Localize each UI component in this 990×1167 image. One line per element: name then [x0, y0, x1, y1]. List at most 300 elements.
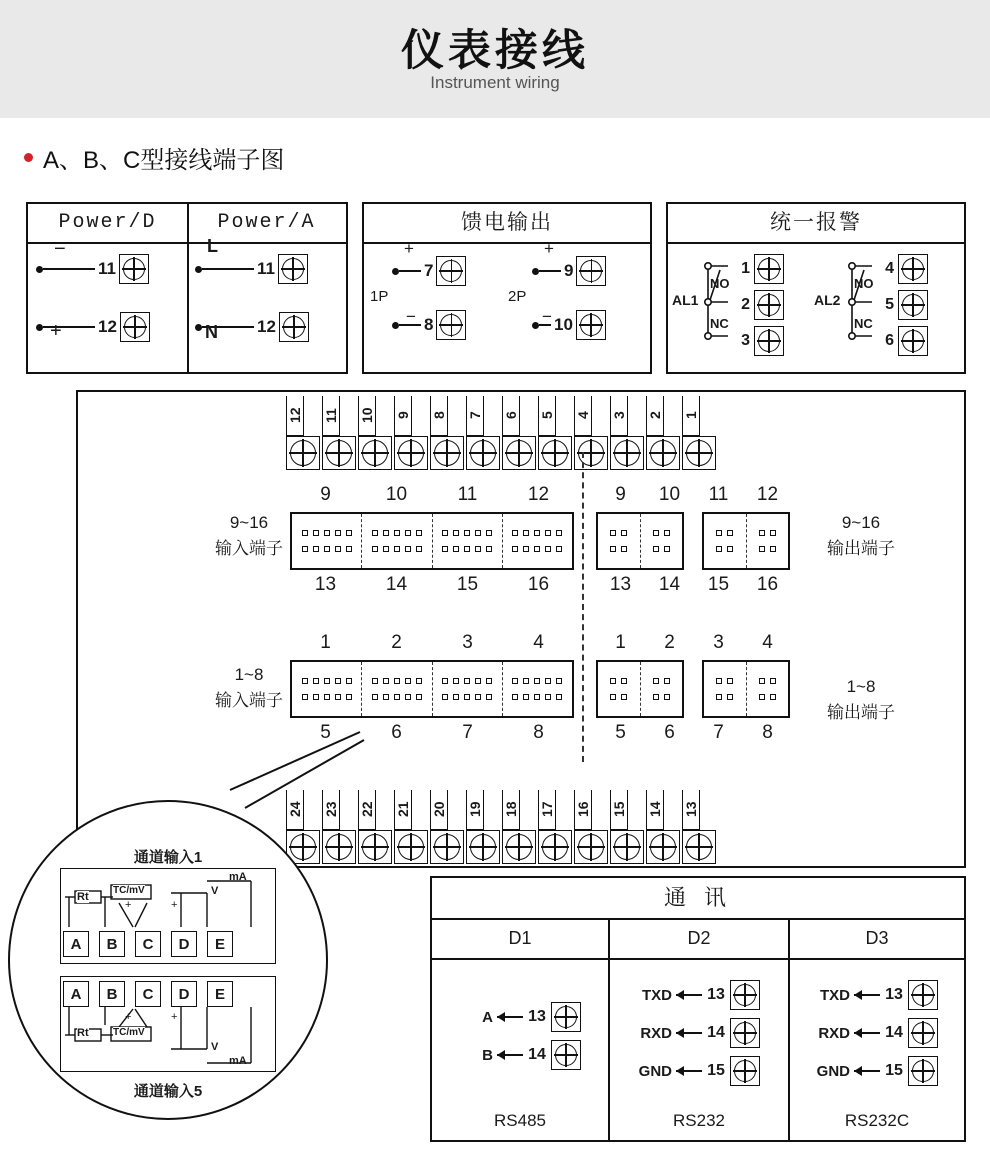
screw-terminal-icon: [551, 1040, 581, 1070]
feed-group-2-row-1: [532, 239, 606, 286]
pin: [716, 694, 722, 700]
strip-terminal-label: 10: [358, 396, 376, 436]
comm-terminal-number: 13: [528, 1008, 546, 1025]
bullet-icon: [24, 153, 33, 162]
pin: [486, 694, 492, 700]
comm-column-body: [790, 960, 964, 1106]
pin: [453, 678, 459, 684]
output-upper-side-label: 9~16 输出端子: [827, 513, 895, 558]
pin: [416, 678, 422, 684]
pin: [610, 694, 616, 700]
arrow-left-icon: [854, 1032, 880, 1034]
feed-group-2-row-2: [532, 307, 606, 340]
alarm-group-2-no-label: NO: [854, 276, 874, 291]
screw-terminal-icon: [358, 436, 392, 470]
screw-terminal-icon: [466, 830, 500, 864]
pin: [464, 694, 470, 700]
letter-e: E: [207, 931, 233, 957]
comm-terminal-number: 15: [707, 1062, 725, 1079]
screw-terminal-icon: [119, 254, 149, 284]
channel-input-1-letters: [63, 931, 233, 957]
pin-row: [442, 530, 492, 536]
pin-group-label: 10: [658, 484, 681, 505]
strip-terminal-label: 22: [358, 790, 376, 830]
pin-group[interactable]: [641, 514, 683, 568]
pin-group-label: 7: [462, 722, 473, 743]
input-upper-bottom-labels: [290, 574, 574, 596]
strip-terminal[interactable]: [574, 396, 608, 470]
pin: [621, 678, 627, 684]
pin-group-label: 13: [314, 574, 337, 595]
comm-signal-label: RXD: [818, 1024, 850, 1042]
letter-a: A: [63, 931, 89, 957]
comm-signal-row[interactable]: [816, 1056, 938, 1086]
arrow-left-icon: [676, 1032, 702, 1034]
input-upper-pin-block: [290, 512, 574, 570]
pin: [335, 546, 341, 552]
comm-column-body: [610, 960, 788, 1106]
rt-label: Rt: [77, 1027, 89, 1039]
pin-group-label: 4: [533, 632, 544, 653]
pin-group[interactable]: [503, 662, 572, 716]
strip-terminal[interactable]: [430, 790, 464, 864]
pin-group-label: 9: [320, 484, 331, 505]
pin: [313, 546, 319, 552]
strip-terminal[interactable]: [394, 396, 428, 470]
screw-terminal-icon: [730, 980, 760, 1010]
pin-row: [759, 694, 776, 700]
pin: [464, 530, 470, 536]
alarm-output-box: [666, 202, 966, 374]
pin: [383, 530, 389, 536]
strip-terminal-label: 14: [646, 790, 664, 830]
comm-column-body: [432, 960, 608, 1106]
plus-label-2: +: [171, 899, 178, 911]
pin-row: [512, 530, 562, 536]
pin: [335, 678, 341, 684]
pin-group[interactable]: [747, 514, 789, 568]
pin: [464, 546, 470, 552]
plus-label-2: +: [171, 1011, 178, 1023]
pin: [770, 530, 776, 536]
pin-group[interactable]: [433, 514, 503, 568]
screw-terminal-icon: [502, 830, 536, 864]
page-header: [0, 0, 990, 118]
pin-group-label: 3: [713, 632, 724, 653]
power-ac-row-1: [195, 236, 308, 284]
pin: [302, 678, 308, 684]
pin: [486, 530, 492, 536]
screw-terminal-icon: [436, 256, 466, 286]
comm-signal-row[interactable]: [638, 1056, 760, 1086]
pin-group-label: 13: [609, 574, 632, 595]
comm-column-header: D1: [432, 918, 608, 960]
pin: [302, 530, 308, 536]
pin-row: [512, 546, 562, 552]
comm-signal-label: A: [482, 1008, 493, 1026]
strip-terminal-label: 15: [610, 790, 628, 830]
comm-column-header: D2: [610, 918, 788, 960]
screw-terminal-icon: [730, 1018, 760, 1048]
screw-terminal-icon: [502, 436, 536, 470]
pin-group[interactable]: [362, 662, 432, 716]
output-lower-bottom-labels: [596, 722, 792, 744]
alarm-group-2-row-2: [880, 290, 928, 320]
pin: [770, 678, 776, 684]
feed-output-title: 馈电输出: [364, 204, 650, 244]
comm-terminal-number: 13: [707, 986, 725, 1003]
pin-row: [716, 694, 733, 700]
screw-terminal-icon: [576, 310, 606, 340]
pin: [759, 678, 765, 684]
pin-group-label: 16: [756, 574, 779, 595]
feed-output-box: [362, 202, 652, 374]
pin-group[interactable]: [641, 662, 683, 716]
pin-group-label: 6: [391, 722, 402, 743]
strip-terminal[interactable]: [646, 396, 680, 470]
output-upper-top-labels: [596, 484, 792, 506]
pin-row: [716, 678, 733, 684]
pin: [512, 530, 518, 536]
screw-terminal-icon: [394, 830, 428, 864]
comm-column-header: D3: [790, 918, 964, 960]
pin: [512, 678, 518, 684]
comm-column-footer: RS232C: [844, 1111, 910, 1130]
screw-terminal-icon: [574, 436, 608, 470]
pin: [313, 678, 319, 684]
section-heading-label: A、B、C型接线端子图: [43, 147, 285, 174]
pin: [770, 546, 776, 552]
letter-e: E: [207, 981, 233, 1007]
comm-signal-label: TXD: [642, 986, 672, 1004]
pin-row: [372, 530, 422, 536]
comm-signal-label: GND: [816, 1062, 850, 1080]
letter-c: C: [135, 981, 161, 1007]
pin: [416, 694, 422, 700]
feed-group-2-row-2-sign: −: [542, 307, 552, 326]
strip-terminal[interactable]: [538, 790, 572, 864]
screw-terminal-icon: [322, 436, 356, 470]
output-upper-pin-block-b: [702, 512, 790, 570]
power-ac-row-1-sign: L: [207, 236, 218, 256]
pin: [759, 546, 765, 552]
rt-label: Rt: [77, 891, 89, 903]
pin-group-label: 2: [664, 632, 675, 653]
input-lower-top-labels: [290, 632, 574, 654]
feed-group-1-row-1-num: 7: [424, 261, 434, 280]
pin-group-label: 15: [707, 574, 730, 595]
screw-terminal-icon: [754, 326, 784, 356]
pin: [383, 546, 389, 552]
comm-signal-label: TXD: [820, 986, 850, 1004]
screw-terminal-icon: [898, 326, 928, 356]
pin: [523, 546, 529, 552]
pin: [442, 530, 448, 536]
screw-terminal-icon: [279, 312, 309, 342]
pin: [534, 694, 540, 700]
strip-terminal-label: 1: [682, 396, 700, 436]
feed-group-1-row-1-sign: +: [404, 239, 414, 258]
strip-terminal-label: 19: [466, 790, 484, 830]
alarm-group-1-row-2: [736, 290, 784, 320]
pin: [405, 694, 411, 700]
pin-group[interactable]: [433, 662, 503, 716]
pin: [523, 530, 529, 536]
ma-label: mA: [229, 1055, 247, 1067]
pin: [556, 546, 562, 552]
pin: [534, 678, 540, 684]
letter-d: D: [171, 931, 197, 957]
comm-signal-label: GND: [638, 1062, 672, 1080]
pin: [621, 530, 627, 536]
screw-terminal-icon: [538, 830, 572, 864]
pin: [475, 694, 481, 700]
power-dc-row-1: [36, 238, 149, 284]
alarm-group-2-row-3-num: 6: [885, 332, 894, 349]
strip-terminal[interactable]: [610, 396, 644, 470]
screw-terminal-icon: [682, 830, 716, 864]
comm-column-d1: [432, 918, 608, 1140]
power-dc-row-1-num: 11: [98, 259, 116, 278]
pin: [727, 530, 733, 536]
pin-group-label: 8: [762, 722, 773, 743]
letter-b: B: [99, 931, 125, 957]
strip-terminal-label: 9: [394, 396, 412, 436]
pin-row: [512, 678, 562, 684]
strip-terminal[interactable]: [610, 790, 644, 864]
feed-group-1-row-2: [392, 307, 466, 340]
strip-terminal[interactable]: [322, 396, 356, 470]
strip-terminal[interactable]: [538, 396, 572, 470]
letter-c: C: [135, 931, 161, 957]
pin-group-label: 15: [456, 574, 479, 595]
alarm-group-1-row-1-num: 1: [741, 260, 750, 277]
pin-group[interactable]: [747, 662, 789, 716]
strip-terminal[interactable]: [682, 396, 716, 470]
v-label: V: [211, 885, 219, 897]
pin: [610, 530, 616, 536]
power-ac-row-1-num: 11: [257, 259, 275, 278]
power-ac-panel: [187, 204, 346, 372]
pin: [727, 694, 733, 700]
pin: [442, 694, 448, 700]
strip-terminal-label: 6: [502, 396, 520, 436]
strip-terminal-label: 21: [394, 790, 412, 830]
pin-row: [372, 694, 422, 700]
pin-group[interactable]: [704, 662, 747, 716]
comm-signal-row[interactable]: [459, 1002, 581, 1032]
comm-signal-row[interactable]: [816, 980, 938, 1010]
strip-terminal[interactable]: [574, 790, 608, 864]
pin-row: [653, 546, 670, 552]
pin: [512, 546, 518, 552]
arrow-left-icon: [676, 994, 702, 996]
strip-terminal-label: 18: [502, 790, 520, 830]
strip-terminal-label: 4: [574, 396, 592, 436]
strip-terminal[interactable]: [286, 396, 320, 470]
strip-terminal[interactable]: [502, 396, 536, 470]
screw-terminal-icon: [908, 1056, 938, 1086]
screw-terminal-icon: [898, 254, 928, 284]
screw-terminal-icon: [358, 830, 392, 864]
pin: [770, 694, 776, 700]
pin-group[interactable]: [598, 662, 641, 716]
pin-row: [372, 678, 422, 684]
strip-terminal[interactable]: [466, 396, 500, 470]
pin: [442, 546, 448, 552]
strip-terminal-label: 2: [646, 396, 664, 436]
pin-group-label: 14: [658, 574, 681, 595]
pin-row: [759, 546, 776, 552]
strip-terminal-label: 3: [610, 396, 628, 436]
pin: [534, 546, 540, 552]
tcmv-label: TC/mV: [113, 885, 145, 896]
strip-terminal-label: 16: [574, 790, 592, 830]
pin: [394, 546, 400, 552]
pin: [475, 678, 481, 684]
pin: [394, 694, 400, 700]
pin: [664, 694, 670, 700]
screw-terminal-icon: [322, 830, 356, 864]
comm-signal-row[interactable]: [638, 980, 760, 1010]
power-ac-row-2-sign: N: [205, 322, 218, 342]
strip-terminal[interactable]: [394, 790, 428, 864]
pin-group-label: 11: [708, 484, 729, 505]
communication-title: 通 讯: [432, 878, 964, 920]
pin: [534, 530, 540, 536]
screw-terminal-icon: [682, 436, 716, 470]
pin: [313, 530, 319, 536]
comm-signal-row[interactable]: [638, 1018, 760, 1048]
pin: [653, 694, 659, 700]
screw-terminal-icon: [120, 312, 150, 342]
channel-input-5-caption: 通道输入5: [133, 1083, 203, 1100]
comm-terminal-number: 14: [885, 1024, 903, 1041]
feed-group-2-row-2-num: 10: [554, 315, 573, 334]
comm-column-d2: [610, 918, 788, 1140]
power-dc-row-2: [36, 312, 150, 342]
pin-group-label: 12: [756, 484, 779, 505]
pin: [453, 546, 459, 552]
pin-group-label: 6: [664, 722, 675, 743]
screw-terminal-icon: [574, 830, 608, 864]
pin: [346, 530, 352, 536]
pin-row: [759, 678, 776, 684]
channel-input-1-diagram: [60, 868, 276, 964]
input-upper-side-label: 9~16 输入端子: [215, 513, 283, 558]
comm-terminal-number: 14: [707, 1024, 725, 1041]
strip-terminal[interactable]: [358, 396, 392, 470]
v-label: V: [211, 1041, 219, 1053]
pin: [372, 694, 378, 700]
comm-terminal-number: 15: [885, 1062, 903, 1079]
pin: [372, 546, 378, 552]
strip-terminal-label: 8: [430, 396, 448, 436]
strip-terminal[interactable]: [502, 790, 536, 864]
pin-row: [512, 694, 562, 700]
pin-row: [610, 530, 627, 536]
pin-group[interactable]: [292, 662, 362, 716]
comm-signal-row[interactable]: [459, 1040, 581, 1070]
pin: [653, 678, 659, 684]
pin: [653, 546, 659, 552]
pin: [416, 530, 422, 536]
feed-group-1-row-2-sign: −: [406, 307, 416, 326]
comm-column-d3: [790, 918, 964, 1140]
pin-group[interactable]: [362, 514, 432, 568]
power-terminal-box: [26, 202, 348, 374]
pin: [664, 530, 670, 536]
channel-input-callout: [8, 800, 328, 1120]
pin: [335, 530, 341, 536]
pin: [453, 530, 459, 536]
pin-row: [653, 678, 670, 684]
pin-group[interactable]: [704, 514, 747, 568]
section-heading: [24, 140, 990, 175]
pin-row: [302, 530, 352, 536]
feed-group-2-row-1-num: 9: [564, 261, 574, 280]
pin: [610, 678, 616, 684]
pin-group-label: 2: [391, 632, 402, 653]
arrow-left-icon: [676, 1070, 702, 1072]
pin: [324, 530, 330, 536]
output-upper-pin-block-a: [596, 512, 684, 570]
alarm-group-1-no-label: NO: [710, 276, 730, 291]
pin-group[interactable]: [292, 514, 362, 568]
input-upper-top-labels: [290, 484, 574, 506]
pin: [324, 678, 330, 684]
strip-terminal-label: 17: [538, 790, 556, 830]
pin: [302, 694, 308, 700]
output-lower-pin-block-b: [702, 660, 790, 718]
pin: [372, 530, 378, 536]
strip-terminal-label: 7: [466, 396, 484, 436]
alarm-group-1-row-3-num: 3: [741, 332, 750, 349]
pin: [394, 530, 400, 536]
comm-signal-row[interactable]: [816, 1018, 938, 1048]
section-divider: [582, 452, 584, 762]
output-lower-side-label: 1~8 输出端子: [827, 677, 895, 722]
comm-signal-label: B: [482, 1046, 493, 1064]
pin: [486, 546, 492, 552]
strip-terminal[interactable]: [466, 790, 500, 864]
pin-group-label: 5: [320, 722, 331, 743]
power-dc-row-2-num: 12: [98, 317, 117, 336]
strip-terminal-label: 5: [538, 396, 556, 436]
strip-terminal-label: 11: [322, 396, 340, 436]
pin-row: [610, 546, 627, 552]
pin-group[interactable]: [598, 514, 641, 568]
strip-terminal[interactable]: [646, 790, 680, 864]
pin: [759, 694, 765, 700]
screw-terminal-icon: [538, 436, 572, 470]
screw-terminal-icon: [646, 830, 680, 864]
pin: [759, 530, 765, 536]
pin-group[interactable]: [503, 514, 572, 568]
alarm-group-2-nc-label: NC: [854, 316, 873, 331]
power-dc-row-2-sign: +: [50, 320, 62, 342]
pin-row: [716, 546, 733, 552]
letter-b: B: [99, 981, 125, 1007]
pin: [324, 694, 330, 700]
power-dc-panel: [28, 204, 187, 372]
strip-terminal-label: 12: [286, 396, 304, 436]
strip-terminal[interactable]: [682, 790, 716, 864]
pin: [383, 678, 389, 684]
pin: [346, 678, 352, 684]
pin: [346, 546, 352, 552]
strip-terminal[interactable]: [430, 396, 464, 470]
